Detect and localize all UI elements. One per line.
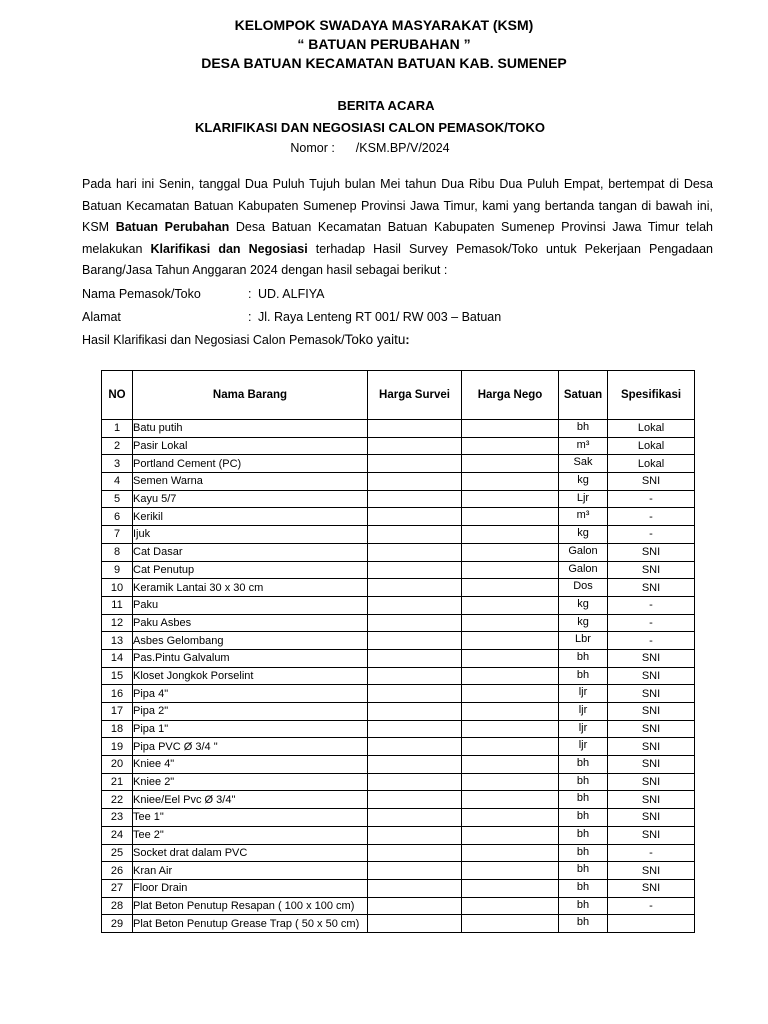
cell-harga-nego [462,579,559,597]
table-row [102,579,695,597]
cell-satuan: bh [559,649,608,667]
cell-harga-nego [462,614,559,632]
table-row [102,915,695,933]
items-table [101,370,695,933]
cell-harga-survei [368,773,462,791]
cell-no: 4 [102,473,133,491]
cell-spesifikasi: SNI [608,773,695,791]
cell-no: 10 [102,579,133,597]
table-row [102,756,695,774]
cell-spesifikasi: Lokal [608,455,695,473]
cell-nama-barang: Floor Drain [133,879,368,897]
cell-harga-nego [462,508,559,526]
cell-nama-barang: Cat Dasar [133,543,368,561]
cell-spesifikasi: SNI [608,862,695,880]
supplier-address-label: Alamat [82,310,121,324]
cell-no: 20 [102,756,133,774]
cell-harga-nego [462,791,559,809]
table-row [102,826,695,844]
cell-harga-survei [368,614,462,632]
cell-no: 8 [102,543,133,561]
cell-harga-survei [368,791,462,809]
cell-no: 11 [102,596,133,614]
cell-no: 15 [102,667,133,685]
cell-harga-survei [368,667,462,685]
cell-harga-nego [462,667,559,685]
cell-spesifikasi: SNI [608,473,695,491]
cell-satuan: bh [559,826,608,844]
table-row [102,473,695,491]
cell-no: 23 [102,809,133,827]
cell-spesifikasi: SNI [608,703,695,721]
cell-satuan: bh [559,773,608,791]
cell-nama-barang: Kniee/Eel Pvc Ø 3/4" [133,791,368,809]
cell-harga-survei [368,879,462,897]
cell-harga-nego [462,561,559,579]
cell-harga-nego [462,526,559,544]
cell-nama-barang: Kniee 2" [133,773,368,791]
cell-harga-nego [462,738,559,756]
cell-no: 7 [102,526,133,544]
table-row [102,420,695,438]
cell-harga-survei [368,596,462,614]
cell-no: 1 [102,420,133,438]
cell-satuan: m³ [559,437,608,455]
cell-nama-barang: Semen Warna [133,473,368,491]
cell-no: 26 [102,862,133,880]
table-row [102,561,695,579]
cell-satuan: Galon [559,561,608,579]
table-row [102,809,695,827]
cell-no: 29 [102,915,133,933]
cell-spesifikasi: - [608,844,695,862]
cell-harga-survei [368,862,462,880]
cell-spesifikasi: Lokal [608,437,695,455]
cell-satuan: bh [559,844,608,862]
cell-harga-nego [462,756,559,774]
cell-no: 9 [102,561,133,579]
cell-harga-nego [462,455,559,473]
table-row [102,685,695,703]
table-row [102,526,695,544]
table-row [102,490,695,508]
supplier-address-colon: : [248,310,252,324]
cell-spesifikasi: SNI [608,649,695,667]
cell-harga-nego [462,773,559,791]
cell-satuan: Sak [559,455,608,473]
cell-satuan: bh [559,809,608,827]
cell-no: 13 [102,632,133,650]
cell-harga-nego [462,862,559,880]
table-row [102,455,695,473]
cell-harga-survei [368,508,462,526]
doc-title: BERITA ACARA [337,98,435,113]
result-intro-colon: : [405,333,410,347]
cell-spesifikasi: SNI [608,720,695,738]
table-row [102,614,695,632]
table-row [102,897,695,915]
cell-nama-barang: Kloset Jongkok Porselint [133,667,368,685]
cell-satuan: bh [559,879,608,897]
supplier-name-colon: : [248,287,252,301]
cell-no: 3 [102,455,133,473]
table-row [102,596,695,614]
cell-no: 6 [102,508,133,526]
cell-nama-barang: Paku Asbes [133,614,368,632]
doc-subtitle: KLARIFIKASI DAN NEGOSIASI CALON PEMASOK/TOKO [194,120,546,135]
cell-harga-nego [462,473,559,491]
supplier-address-value: Jl. Raya Lenteng RT 001/ RW 003 – Batuan [258,310,502,324]
cell-satuan: bh [559,667,608,685]
cell-satuan: Lbr [559,632,608,650]
cell-harga-nego [462,490,559,508]
cell-satuan: Dos [559,579,608,597]
cell-harga-nego [462,720,559,738]
table-row [102,632,695,650]
cell-nama-barang: Plat Beton Penutup Resapan ( 100 x 100 cm) [133,897,368,915]
cell-nama-barang: Paku [133,596,368,614]
table-row [102,508,695,526]
table-row [102,879,695,897]
cell-harga-nego [462,632,559,650]
cell-harga-survei [368,526,462,544]
header-harga-nego: Harga Nego [462,371,559,420]
cell-spesifikasi: SNI [608,667,695,685]
cell-nama-barang: Kayu 5/7 [133,490,368,508]
table-row [102,667,695,685]
cell-nama-barang: Tee 2" [133,826,368,844]
table-row [102,437,695,455]
cell-satuan: kg [559,614,608,632]
cell-harga-survei [368,915,462,933]
cell-spesifikasi: SNI [608,826,695,844]
cell-harga-survei [368,649,462,667]
cell-spesifikasi: - [608,897,695,915]
cell-satuan: ljr [559,720,608,738]
cell-spesifikasi: - [608,490,695,508]
cell-nama-barang: Pipa 4" [133,685,368,703]
cell-harga-survei [368,543,462,561]
header-satuan: Satuan [559,371,608,420]
cell-no: 5 [102,490,133,508]
cell-no: 14 [102,649,133,667]
cell-spesifikasi: SNI [608,738,695,756]
cell-harga-survei [368,561,462,579]
cell-satuan: kg [559,596,608,614]
cell-spesifikasi: SNI [608,809,695,827]
cell-no: 28 [102,897,133,915]
cell-no: 18 [102,720,133,738]
cell-harga-nego [462,649,559,667]
cell-harga-survei [368,897,462,915]
org-name: KELOMPOK SWADAYA MASYARAKAT (KSM) [234,17,534,33]
cell-nama-barang: Pipa 2" [133,703,368,721]
cell-spesifikasi: SNI [608,791,695,809]
cell-nama-barang: Asbes Gelombang [133,632,368,650]
paragraph-text-2: Desa Batuan Kecamatan Batuan Kabupaten Sumenep Provinsi Jawa Timur telah melakukan [82,220,714,256]
result-intro-text: Hasil Klarifikasi dan Negosiasi Calon Pemasok/ [82,333,345,347]
cell-no: 12 [102,614,133,632]
header-harga-survei: Harga Survei [368,371,462,420]
cell-nama-barang: Batu putih [133,420,368,438]
cell-nama-barang: Ijuk [133,526,368,544]
cell-no: 17 [102,703,133,721]
cell-satuan: Ljr [559,490,608,508]
doc-number-value: /KSM.BP/V/2024 [355,141,450,155]
cell-spesifikasi: SNI [608,579,695,597]
cell-no: 19 [102,738,133,756]
cell-harga-survei [368,437,462,455]
cell-satuan: bh [559,756,608,774]
org-location: DESA BATUAN KECAMATAN BATUAN KAB. SUMENEP [201,55,567,71]
org-subtitle: “ BATUAN PERUBAHAN ” [297,36,471,52]
cell-harga-nego [462,596,559,614]
header-nama-barang: Nama Barang [133,371,368,420]
cell-spesifikasi: - [608,632,695,650]
cell-no: 25 [102,844,133,862]
cell-harga-survei [368,844,462,862]
cell-nama-barang: Plat Beton Penutup Grease Trap ( 50 x 50 cm) [133,915,368,933]
table-row [102,862,695,880]
cell-nama-barang: Kerikil [133,508,368,526]
paragraph-bold-ksm: Batuan Perubahan [115,220,230,235]
cell-spesifikasi: Lokal [608,420,695,438]
cell-harga-survei [368,490,462,508]
cell-satuan: bh [559,915,608,933]
cell-harga-nego [462,809,559,827]
cell-nama-barang: Tee 1" [133,809,368,827]
cell-nama-barang: Pipa 1" [133,720,368,738]
cell-harga-nego [462,897,559,915]
cell-nama-barang: Kniee 4" [133,756,368,774]
header-no: NO [102,371,133,420]
cell-harga-nego [462,844,559,862]
paragraph-text-3: terhadap Hasil Survey Pemasok/Toko untuk Pekerjaan Pengadaan Barang/Jasa Tahun Anggaran 2024 dengan hasil sebagai berikut : [82,241,713,278]
cell-satuan: kg [559,473,608,491]
cell-satuan: ljr [559,685,608,703]
cell-satuan: bh [559,791,608,809]
table-row [102,773,695,791]
cell-nama-barang: Pasir Lokal [133,437,368,455]
cell-satuan: m³ [559,508,608,526]
cell-satuan: bh [559,420,608,438]
cell-spesifikasi: SNI [608,543,695,561]
table-row [102,738,695,756]
result-intro [82,332,410,347]
cell-satuan: kg [559,526,608,544]
cell-harga-nego [462,543,559,561]
cell-harga-survei [368,738,462,756]
cell-satuan: bh [559,862,608,880]
cell-harga-survei [368,420,462,438]
cell-satuan: ljr [559,738,608,756]
cell-no: 27 [102,879,133,897]
opening-paragraph [82,174,713,282]
table-row [102,791,695,809]
cell-spesifikasi [608,915,695,933]
paragraph-text-1: Pada hari ini Senin, tanggal Dua Puluh Tujuh bulan Mei tahun Dua Ribu Dua Puluh Empat, bertempat di Desa Batuan Kecamatan Batuan Kabupaten Sumenep Provinsi Jawa Timur, kami yang bertanda tangan di bawah ini, KSM [82,177,713,235]
cell-satuan: Galon [559,543,608,561]
cell-spesifikasi: - [608,526,695,544]
cell-harga-nego [462,703,559,721]
cell-nama-barang: Cat Penutup [133,561,368,579]
cell-nama-barang: Keramik Lantai 30 x 30 cm [133,579,368,597]
cell-spesifikasi: SNI [608,879,695,897]
doc-number-label: Nomor : [290,141,335,155]
cell-satuan: ljr [559,703,608,721]
cell-spesifikasi: - [608,614,695,632]
header-spesifikasi: Spesifikasi [608,371,695,420]
table-row [102,649,695,667]
cell-harga-nego [462,826,559,844]
cell-satuan: bh [559,897,608,915]
cell-harga-nego [462,879,559,897]
cell-harga-survei [368,720,462,738]
cell-harga-survei [368,455,462,473]
table-row [102,844,695,862]
cell-harga-survei [368,703,462,721]
cell-no: 24 [102,826,133,844]
cell-harga-survei [368,685,462,703]
cell-harga-survei [368,756,462,774]
supplier-name-value: UD. ALFIYA [258,287,325,301]
cell-harga-nego [462,437,559,455]
cell-harga-survei [368,579,462,597]
table-row [102,720,695,738]
cell-nama-barang: Portland Cement (PC) [133,455,368,473]
cell-spesifikasi: SNI [608,756,695,774]
cell-spesifikasi: SNI [608,685,695,703]
cell-harga-survei [368,826,462,844]
cell-nama-barang: Pipa PVC Ø 3/4 " [133,738,368,756]
cell-harga-nego [462,420,559,438]
cell-spesifikasi: SNI [608,561,695,579]
supplier-name-label: Nama Pemasok/Toko [82,287,201,301]
cell-harga-survei [368,632,462,650]
cell-nama-barang: Kran Air [133,862,368,880]
cell-no: 16 [102,685,133,703]
cell-no: 22 [102,791,133,809]
cell-harga-nego [462,685,559,703]
cell-no: 2 [102,437,133,455]
cell-harga-nego [462,915,559,933]
table-row [102,543,695,561]
paragraph-bold-klarifikasi: Klarifikasi dan Negosiasi [150,241,308,256]
result-intro-text-big: Toko yaitu [344,332,406,347]
cell-nama-barang: Pas.Pintu Galvalum [133,649,368,667]
table-row [102,703,695,721]
table-header-row [102,371,695,420]
cell-nama-barang: Socket drat dalam PVC [133,844,368,862]
cell-no: 21 [102,773,133,791]
cell-harga-survei [368,809,462,827]
cell-harga-survei [368,473,462,491]
cell-spesifikasi: - [608,596,695,614]
cell-spesifikasi: - [608,508,695,526]
doc-number [0,141,754,155]
